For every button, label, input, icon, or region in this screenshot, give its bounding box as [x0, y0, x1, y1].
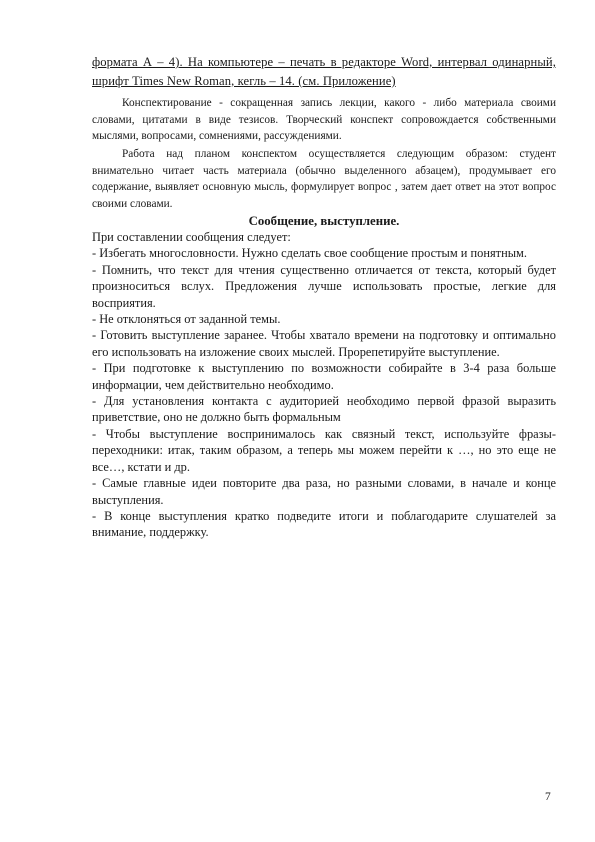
- paragraph-konspekt: Конспектирование - сокращенная запись лекции, какого - либо материала своими словами, цитатами в виде тезисов. Творческий конспект сопровождается собственными мыслями, вопросами, сомнениями, рассуждениями.: [92, 97, 556, 142]
- list-item: - Избегать многословности. Нужно сделать свое сообщение простым и понятным.: [92, 246, 527, 261]
- top-paragraph: формата А – 4). На компьютере – печать в редакторе Word, интервал одинарный, шрифт Times New Roman, кегль – 14. (см. Приложение): [92, 55, 556, 88]
- list-item: - При подготовке к выступлению по возможности собирайте в 3-4 раза больше информации, чем действительно необходимо.: [92, 361, 556, 392]
- list-item: - Не отклоняться от заданной темы.: [92, 312, 281, 327]
- section-heading: Сообщение, выступление.: [248, 214, 400, 228]
- list-block: [92, 229, 556, 541]
- list-item: - В конце выступления кратко подведите итоги и поблагодарите слушателей за внимание, поддержку.: [92, 508, 556, 540]
- paragraph-work: Работа над планом конспектом осуществляется следующим образом: студент внимательно читает часть материала (обычно выделенного абзацем), продумывает его содержание, выявляет основную мысль, формулирует вопрос , затем дает ответ на этот вопрос своими словами.: [92, 148, 556, 210]
- page-number: 7: [545, 791, 551, 803]
- list-item: - Помнить, что текст для чтения существенно отличается от текста, который будет произноситься вслух. Предложения лучше использовать простые, легкие для восприятия.: [92, 262, 556, 310]
- list-item: - Готовить выступление заранее. Чтобы хватало времени на подготовку и оптимально его использовать на изложение своих мыслей. Прорепетируйте выступление.: [92, 328, 556, 359]
- list-item: - Для установления контакта с аудиторией необходимо первой фразой выразить приветствие, оно не должно быть формальным: [92, 394, 556, 425]
- list-item: - Самые главные идеи повторите два раза, но разными словами, в начале и конце выступления.: [92, 476, 556, 507]
- intro-line: При составлении сообщения следует:: [92, 230, 291, 244]
- list-item: - Чтобы выступление воспринималось как связный текст, используйте фразы-переходники: итак, таким образом, а теперь мы можем перейти к …, но это еще не все…, кстати и др.: [92, 426, 556, 474]
